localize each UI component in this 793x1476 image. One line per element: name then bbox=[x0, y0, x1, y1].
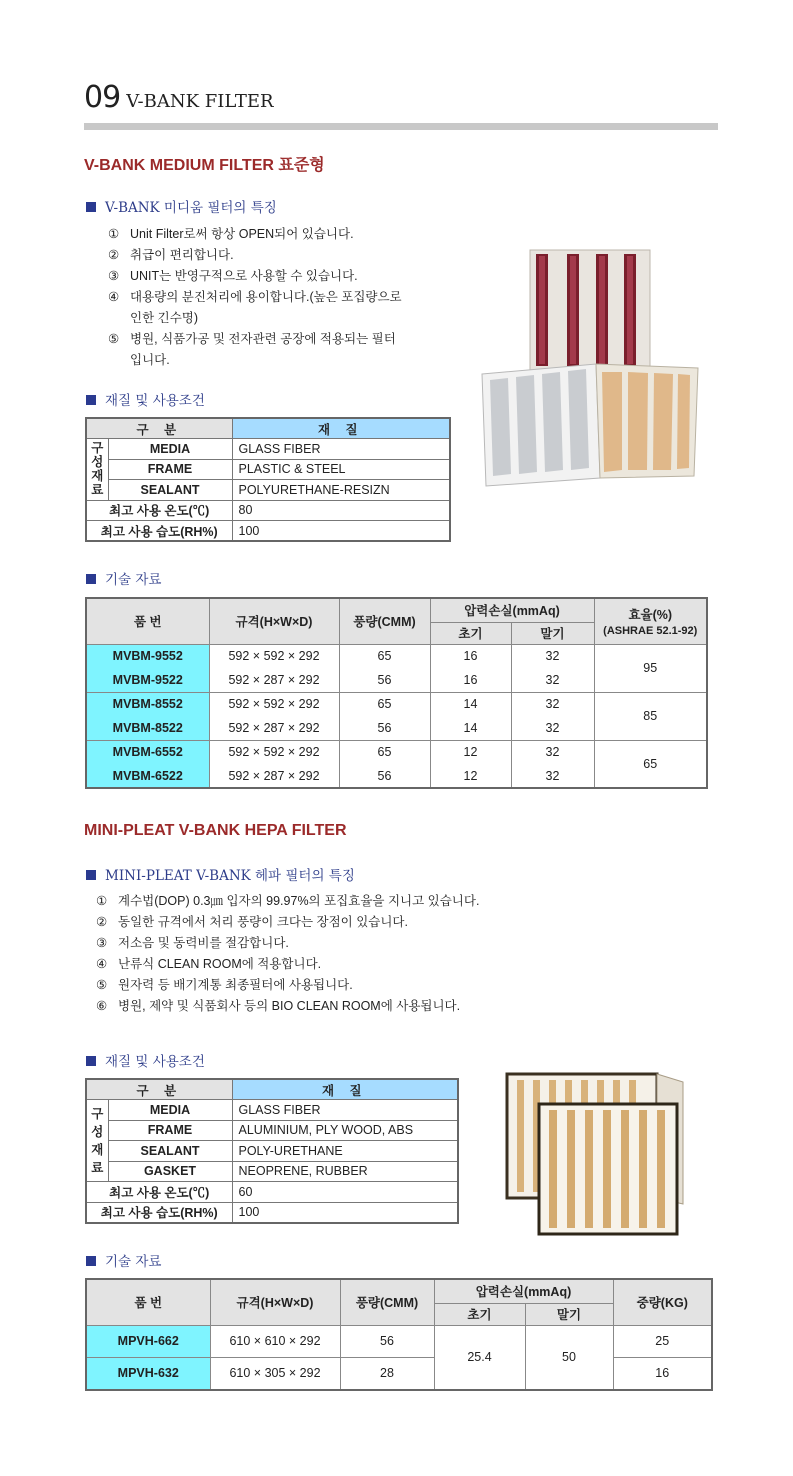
table-row: GASKET NEOPRENE, RUBBER bbox=[86, 1161, 458, 1182]
bullet-square-icon bbox=[86, 395, 96, 405]
feature-item: ⑤ 원자력 등 배기계통 최종필터에 사용됩니다. bbox=[96, 978, 353, 992]
feature-item: ④ 대용량의 분진처리에 용이합니다.(높은 포집량으로 인한 긴수명) bbox=[108, 290, 402, 325]
section2-feature-list bbox=[96, 891, 479, 1017]
page-title bbox=[84, 80, 274, 115]
table-header-row: 품 번 규격(H×W×D) 풍량(CMM) 압력손실(mmAq) 중량(KG) bbox=[86, 1279, 712, 1303]
section2-tech-table bbox=[85, 1278, 713, 1391]
section1-materials-heading: 재질 및 사용조건 bbox=[86, 389, 205, 409]
section2-title: MINI-PLEAT V-BANK HEPA FILTER bbox=[84, 822, 347, 839]
table-header-row: 초기 말기 bbox=[86, 622, 707, 644]
v-bank-filter-photo bbox=[478, 246, 702, 490]
section1-title: V-BANK MEDIUM FILTER 표준형 bbox=[84, 157, 325, 174]
feature-item: ③ UNIT는 반영구적으로 사용할 수 있습니다. bbox=[108, 269, 358, 283]
table-row: MVBM-9552 592 × 592 × 292 65 16 32 95 bbox=[86, 644, 707, 668]
table-row: 구 성 재 료 MEDIA GLASS FIBER bbox=[86, 439, 450, 460]
section1-tech-table bbox=[85, 597, 708, 789]
feature-item: ④ 난류식 CLEAN ROOM에 적용합니다. bbox=[96, 957, 322, 971]
chapter-number: 09 bbox=[84, 80, 121, 115]
table-header-row: 초기 말기 bbox=[86, 1303, 712, 1325]
bullet-square-icon bbox=[86, 202, 96, 212]
table-row: MVBM-9522 592 × 287 × 292 56 16 32 bbox=[86, 668, 707, 692]
table-row: SEALANT POLYURETHANE-RESIZN bbox=[86, 480, 450, 501]
feature-item: ⑥ 병원, 제약 및 식품회사 등의 BIO CLEAN ROOM에 사용됩니다. bbox=[96, 999, 461, 1013]
table-header-row: 품 번 규격(H×W×D) 풍량(CMM) 압력손실(mmAq) 효율(%) (ASHRAE 52.1-92) bbox=[86, 598, 707, 622]
section2-tech-heading: 기술 자료 bbox=[86, 1250, 161, 1270]
table-row: 최고 사용 온도(℃) 60 bbox=[86, 1182, 458, 1203]
table-row: 최고 사용 습도(RH%) 100 bbox=[86, 1202, 458, 1223]
bullet-square-icon bbox=[86, 1056, 96, 1066]
table-row: FRAME ALUMINIUM, PLY WOOD, ABS bbox=[86, 1120, 458, 1141]
section1-tech-heading: 기술 자료 bbox=[86, 568, 161, 588]
table-row: MPVH-632 610 × 305 × 292 28 16 bbox=[86, 1357, 712, 1390]
table-row: 최고 사용 온도(℃) 80 bbox=[86, 500, 450, 521]
table-row: MVBM-6522 592 × 287 × 292 56 12 32 bbox=[86, 764, 707, 788]
feature-item: ② 취급이 편리합니다. bbox=[108, 248, 234, 262]
composition-label: 구 성 재 료 bbox=[86, 1100, 108, 1182]
chapter-title: V-BANK FILTER bbox=[126, 91, 274, 112]
bullet-square-icon bbox=[86, 870, 96, 880]
feature-item: ② 동일한 규격에서 처리 풍량이 크다는 장점이 있습니다. bbox=[96, 915, 408, 929]
title-divider bbox=[84, 123, 718, 130]
feature-item: ③ 저소음 및 동력비를 절감합니다. bbox=[96, 936, 289, 950]
section2-materials-table bbox=[85, 1078, 459, 1224]
bullet-square-icon bbox=[86, 1256, 96, 1266]
section2-materials-heading: 재질 및 사용조건 bbox=[86, 1050, 205, 1070]
table-header-row: 구 분 재 질 bbox=[86, 418, 450, 439]
section1-features-heading: V-BANK 미디움 필터의 특징 bbox=[86, 196, 277, 216]
table-row: MVBM-8522 592 × 287 × 292 56 14 32 bbox=[86, 716, 707, 740]
table-row: SEALANT POLY-URETHANE bbox=[86, 1141, 458, 1162]
table-row: MVBM-8552 592 × 592 × 292 65 14 32 85 bbox=[86, 692, 707, 716]
feature-item: ① Unit Filter로써 항상 OPEN되어 있습니다. bbox=[108, 227, 354, 241]
table-row: 구 성 재 료 MEDIA GLASS FIBER bbox=[86, 1100, 458, 1121]
feature-item: ① 계수법(DOP) 0.3㎛ 입자의 99.97%의 포집효율을 지니고 있습니다. bbox=[96, 894, 480, 908]
section1-feature-list bbox=[108, 224, 402, 371]
table-header-row: 구 분 재 질 bbox=[86, 1079, 458, 1100]
section1-materials-table bbox=[85, 417, 451, 542]
efficiency-header: 효율(%) (ASHRAE 52.1-92) bbox=[594, 598, 707, 644]
table-row: FRAME PLASTIC & STEEL bbox=[86, 459, 450, 480]
hepa-filter-photo bbox=[505, 1072, 685, 1240]
feature-item: ⑤ 병원, 식품가공 및 전자관련 공장에 적용되는 필터 입니다. bbox=[108, 332, 396, 367]
section2-features-heading: MINI-PLEAT V-BANK 헤파 필터의 특징 bbox=[86, 864, 355, 884]
table-row: 최고 사용 습도(RH%) 100 bbox=[86, 521, 450, 542]
composition-label: 구 성 재 료 bbox=[86, 439, 108, 501]
table-row: MVBM-6552 592 × 592 × 292 65 12 32 65 bbox=[86, 740, 707, 764]
table-row: MPVH-662 610 × 610 × 292 56 25.4 50 25 bbox=[86, 1325, 712, 1357]
bullet-square-icon bbox=[86, 574, 96, 584]
